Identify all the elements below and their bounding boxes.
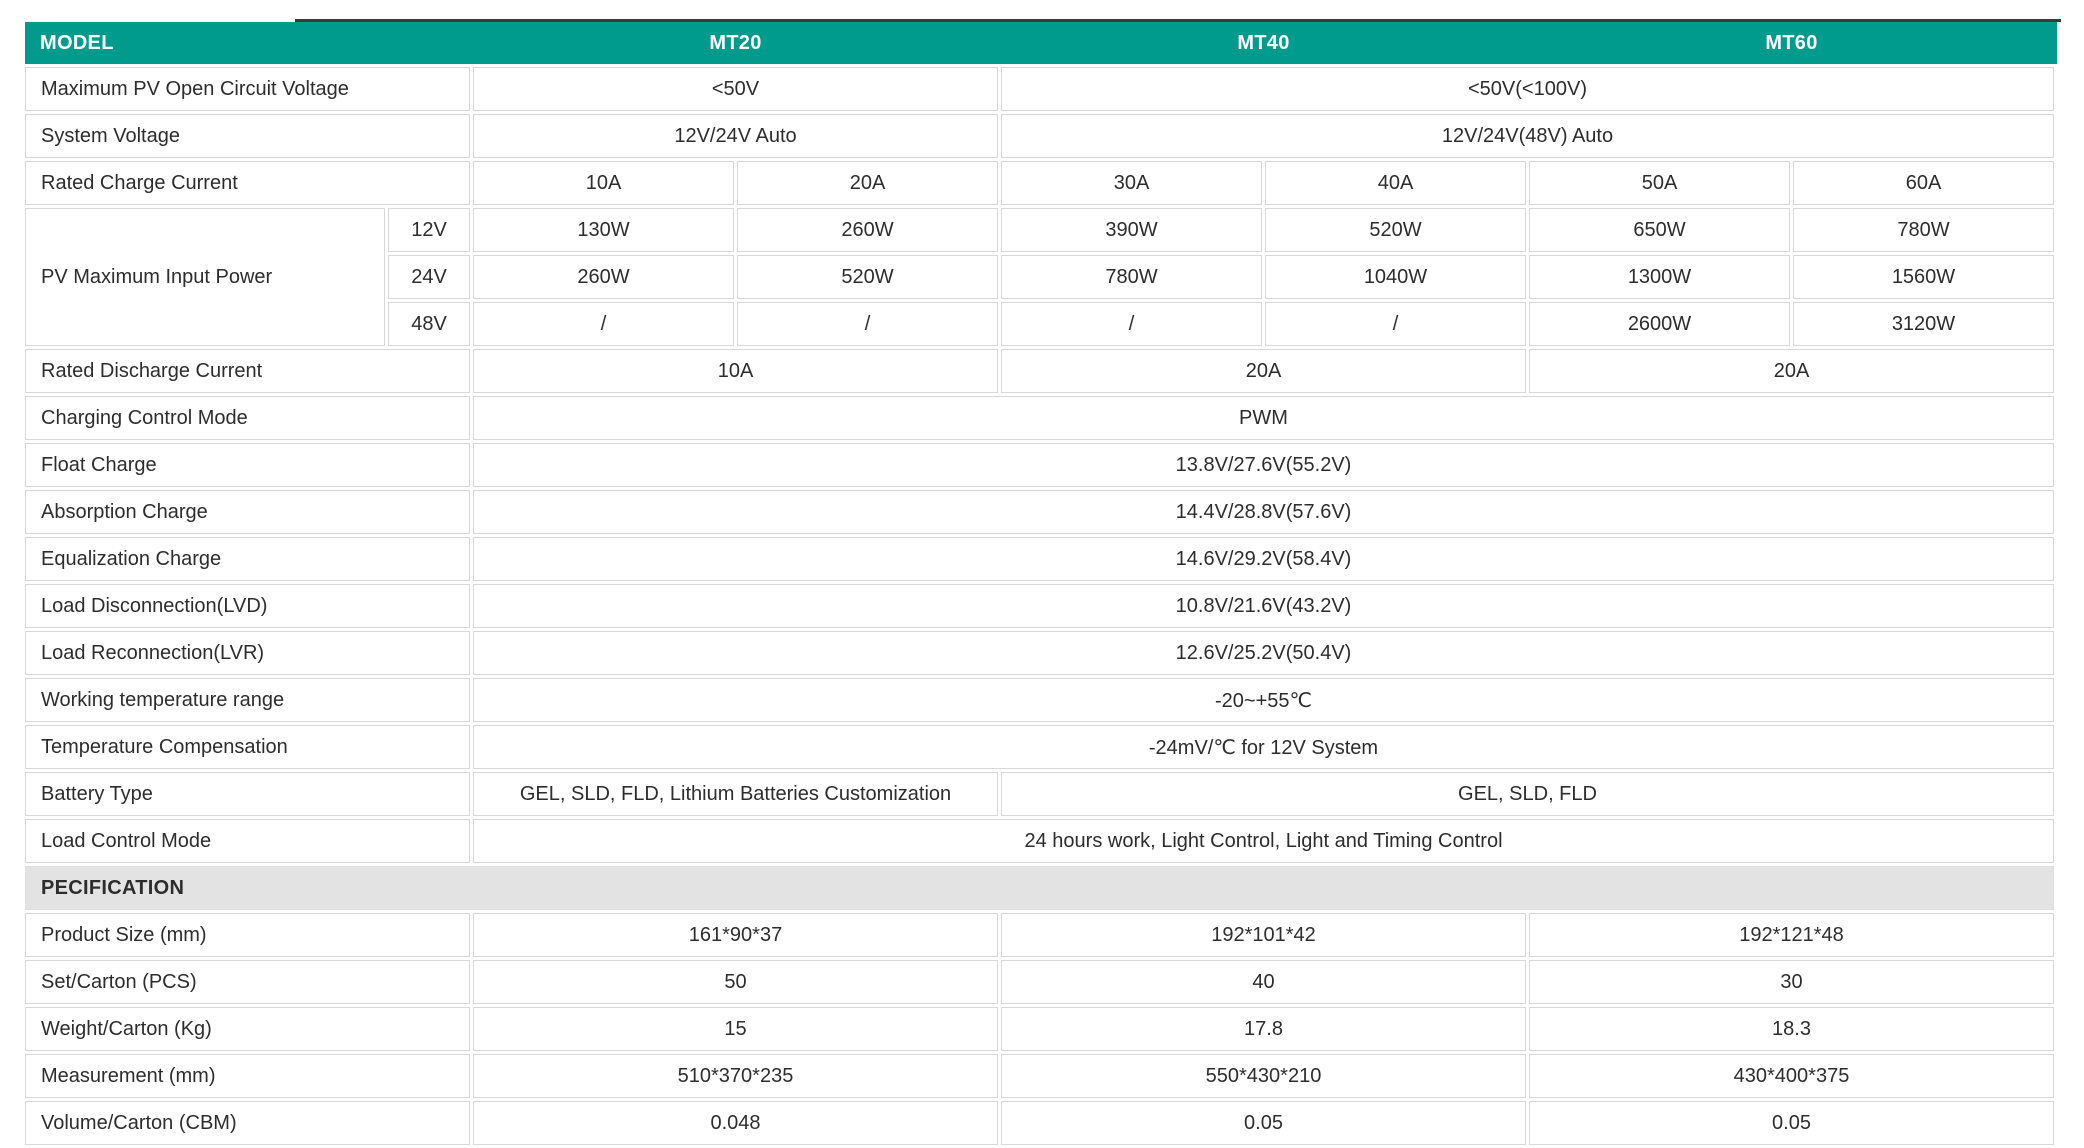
table-row [25,67,2054,111]
spec-value-cell: 40 [1001,960,1526,1004]
spec-value-cell: 192*121*48 [1529,913,2054,957]
spec-value-cell: 780W [1793,208,2054,252]
spec-value-cell: / [473,302,734,346]
spec-value-cell: 192*101*42 [1001,913,1526,957]
spec-value-cell: 20A [1001,349,1526,393]
spec-value-cell: 40A [1265,161,1526,205]
table-row [25,161,2054,205]
spec-value-cell: 10.8V/21.6V(43.2V) [473,584,2054,628]
spec-value-cell: 10A [473,349,998,393]
spec-value-cell: 14.4V/28.8V(57.6V) [473,490,2054,534]
header-row [25,22,2054,64]
spec-value-cell: -24mV/℃ for 12V System [473,725,2054,769]
spec-value-cell: 24 hours work, Light Control, Light and Timing Control [473,819,2054,863]
row-label: Rated Discharge Current [25,349,470,393]
spec-value-cell: 0.048 [473,1101,998,1145]
section-band: PECIFICATION [25,866,2054,910]
row-label: Load Control Mode [25,819,470,863]
spec-value-cell: 390W [1001,208,1262,252]
table-row [25,584,2054,628]
row-label: PV Maximum Input Power [25,208,385,346]
spec-value-cell: 3120W [1793,302,2054,346]
row-label: Load Reconnection(LVR) [25,631,470,675]
spec-value-cell: -20~+55℃ [473,678,2054,722]
table-row [25,396,2054,440]
table-row [25,819,2054,863]
spec-value-cell: 780W [1001,255,1262,299]
spec-value-cell: 2600W [1529,302,1790,346]
table-row [25,1101,2054,1145]
spec-value-cell: 30A [1001,161,1262,205]
spec-value-cell: 1560W [1793,255,2054,299]
row-label: Equalization Charge [25,537,470,581]
spec-value-cell: 12V/24V Auto [473,114,998,158]
table-row [25,208,2054,252]
table-body [25,67,2054,1145]
spec-value-cell: 130W [473,208,734,252]
table-row [25,490,2054,534]
row-label: System Voltage [25,114,470,158]
table-header [25,22,2054,64]
table-row [25,114,2054,158]
spec-value-cell: 18.3 [1529,1007,2054,1051]
row-label: Working temperature range [25,678,470,722]
sub-voltage-label: 48V [388,302,470,346]
spec-value-cell: 10A [473,161,734,205]
row-label: Rated Charge Current [25,161,470,205]
row-label: Charging Control Mode [25,396,470,440]
spec-value-cell: 50A [1529,161,1790,205]
spec-value-cell: 50 [473,960,998,1004]
model-header-subcell [388,22,470,64]
spec-value-cell: PWM [473,396,2054,440]
spec-value-cell: 0.05 [1001,1101,1526,1145]
spec-value-cell: 650W [1529,208,1790,252]
model-column-header: MT40 [1001,22,1526,64]
spec-value-cell: / [1001,302,1262,346]
spec-value-cell: 1300W [1529,255,1790,299]
table-row [25,537,2054,581]
spec-value-cell: 520W [737,255,998,299]
row-label: Absorption Charge [25,490,470,534]
spec-value-cell: <50V(<100V) [1001,67,2054,111]
spec-value-cell: <50V [473,67,998,111]
row-label: Product Size (mm) [25,913,470,957]
spec-value-cell: 0.05 [1529,1101,2054,1145]
table-row [25,866,2054,910]
spec-value-cell: GEL, SLD, FLD, Lithium Batteries Customization [473,772,998,816]
spec-value-cell: 550*430*210 [1001,1054,1526,1098]
model-column-header: MT60 [1529,22,2054,64]
table-row [25,443,2054,487]
spec-value-cell: 30 [1529,960,2054,1004]
row-label: Load Disconnection(LVD) [25,584,470,628]
spec-value-cell: 510*370*235 [473,1054,998,1098]
row-label: Volume/Carton (CBM) [25,1101,470,1145]
spec-value-cell: 20A [737,161,998,205]
table-row [25,960,2054,1004]
spec-value-cell: 161*90*37 [473,913,998,957]
spec-value-cell: 13.8V/27.6V(55.2V) [473,443,2054,487]
spec-value-cell: 20A [1529,349,2054,393]
row-label: Set/Carton (PCS) [25,960,470,1004]
spec-value-cell: 14.6V/29.2V(58.4V) [473,537,2054,581]
table-row [25,349,2054,393]
table-row [25,725,2054,769]
spec-value-cell: GEL, SLD, FLD [1001,772,2054,816]
table-row [25,772,2054,816]
row-label: Measurement (mm) [25,1054,470,1098]
spec-value-cell: 12V/24V(48V) Auto [1001,114,2054,158]
row-label: Maximum PV Open Circuit Voltage [25,67,470,111]
row-label: Temperature Compensation [25,725,470,769]
spec-table [22,19,2057,1148]
table-row [25,631,2054,675]
spec-value-cell: 12.6V/25.2V(50.4V) [473,631,2054,675]
row-label: Weight/Carton (Kg) [25,1007,470,1051]
row-label: Battery Type [25,772,470,816]
sub-voltage-label: 12V [388,208,470,252]
spec-value-cell: 260W [737,208,998,252]
spec-value-cell: 430*400*375 [1529,1054,2054,1098]
model-header-cell: MODEL [25,22,385,64]
spec-value-cell: 15 [473,1007,998,1051]
table-row [25,678,2054,722]
table-row [25,913,2054,957]
spec-value-cell: 1040W [1265,255,1526,299]
spec-value-cell: 260W [473,255,734,299]
sub-voltage-label: 24V [388,255,470,299]
spec-value-cell: 17.8 [1001,1007,1526,1051]
spec-value-cell: 60A [1793,161,2054,205]
spec-value-cell: / [737,302,998,346]
model-column-header: MT20 [473,22,998,64]
table-row [25,1007,2054,1051]
spec-value-cell: 520W [1265,208,1526,252]
table-row [25,1054,2054,1098]
row-label: Float Charge [25,443,470,487]
spec-value-cell: / [1265,302,1526,346]
